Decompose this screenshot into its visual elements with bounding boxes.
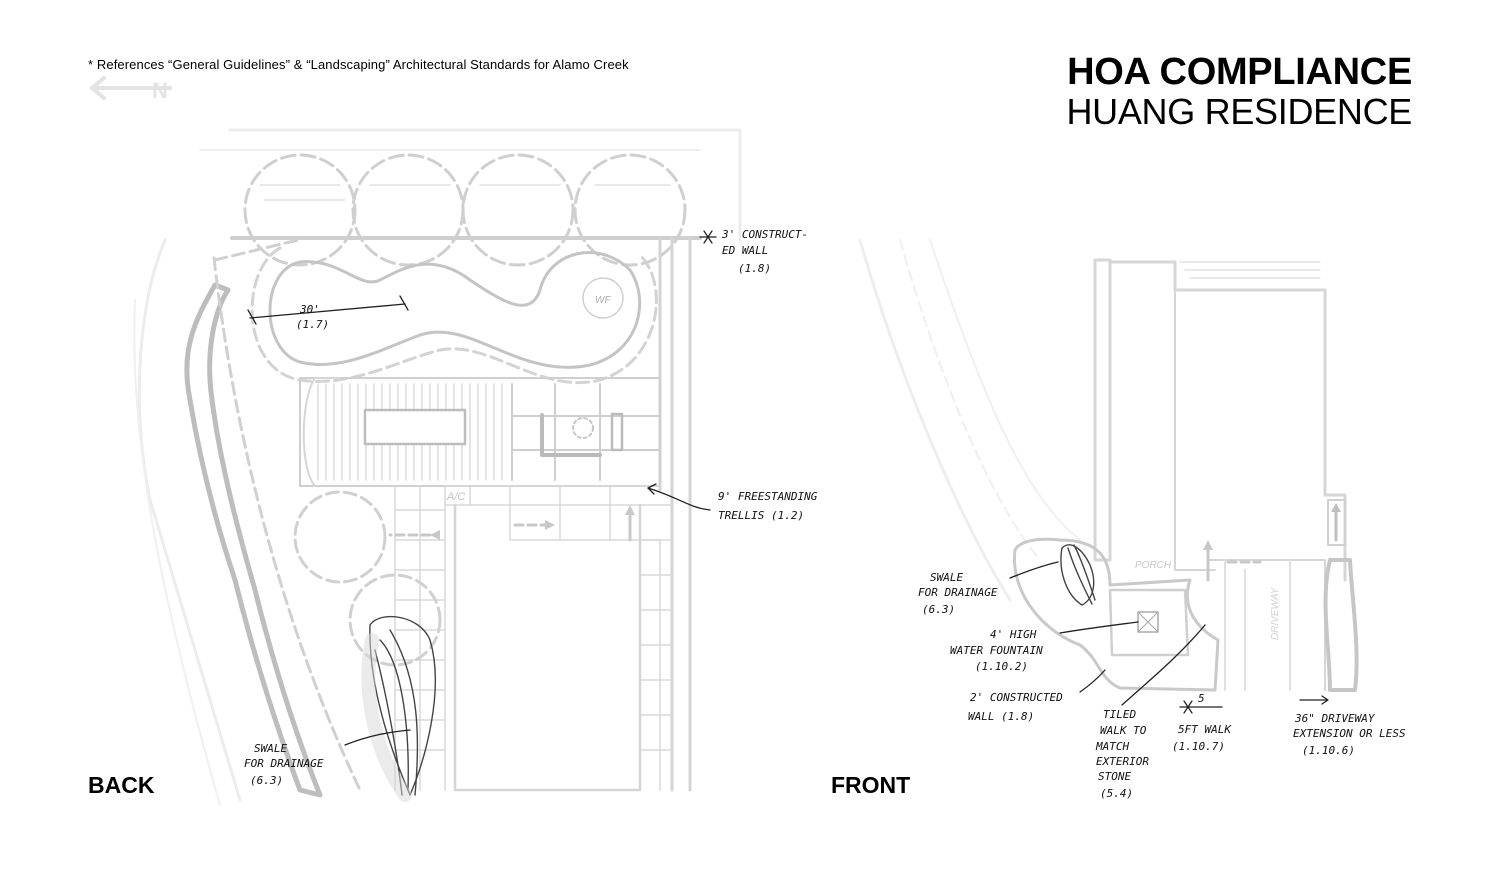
- north-label: N: [152, 78, 168, 103]
- tiled-walk-note-line3: MATCH: [1096, 740, 1130, 753]
- ac-unit-label: A/C: [447, 491, 466, 503]
- hedge-row: [245, 155, 685, 265]
- fountain-note-line3: (1.10.2): [975, 660, 1028, 673]
- reference-note: * References “General Guidelines” & “Landscaping” Architectural Standards for Alamo Creek: [88, 57, 629, 72]
- front-plan: [860, 240, 1406, 800]
- wall-note-line3: (1.8): [738, 262, 772, 275]
- tiled-walk-note-line4: EXTERIOR: [1096, 755, 1149, 768]
- porch-label: PORCH: [1135, 560, 1172, 571]
- front-wall-note-line2: WALL (1.8): [968, 710, 1035, 723]
- driveway-note-line2: EXTENSION OR LESS: [1293, 727, 1406, 740]
- tiled-walk-note-line6: (5.4): [1100, 787, 1134, 800]
- driveway-label: DRIVEWAY: [1270, 587, 1281, 640]
- front-section-label: FRONT: [831, 772, 911, 798]
- driveway-note-line3: (1.10.6): [1302, 744, 1355, 757]
- front-swale-note-line1: SWALE: [930, 571, 964, 584]
- front-swale-note-line3: (6.3): [922, 603, 956, 616]
- front-swale-note-line2: FOR DRAINAGE: [918, 586, 998, 599]
- north-arrow: [92, 78, 170, 103]
- property-line: [139, 130, 740, 800]
- title-sub: HUANG RESIDENCE: [1066, 91, 1412, 132]
- water-fountain-label: WF: [595, 295, 611, 306]
- serpentine-lawn: [270, 253, 640, 368]
- wall-note-line1: 3' CONSTRUCT-: [722, 228, 809, 241]
- title-main: HOA COMPLIANCE: [1067, 51, 1412, 93]
- back-swale-note-line2: FOR DRAINAGE: [244, 757, 324, 770]
- back-house-footprint: [455, 505, 640, 790]
- front-planting-bed: [1014, 539, 1218, 690]
- walk-note-line2: (1.10.7): [1172, 740, 1225, 753]
- back-swale-note-line3: (6.3): [250, 774, 284, 787]
- wall-note-line2: ED WALL: [722, 244, 769, 257]
- walk-width-value: 5: [1198, 692, 1205, 705]
- tiled-walk-note-line1: TILED: [1103, 708, 1137, 721]
- front-house-footprint: [1095, 260, 1345, 690]
- back-swale-note-line1: SWALE: [254, 742, 288, 755]
- dimension-ref: (1.7): [296, 318, 330, 331]
- fountain-note-line2: WATER FOUNTAIN: [950, 644, 1043, 657]
- back-swale: [370, 617, 435, 795]
- tiled-walk-note-line2: WALK TO: [1100, 724, 1147, 737]
- dimension-value: 30': [300, 303, 320, 316]
- driveway-note-line1: 36" DRIVEWAY: [1295, 712, 1375, 725]
- patio-deck: [300, 378, 660, 486]
- back-plan: [92, 78, 818, 805]
- front-swale: [1061, 545, 1095, 605]
- front-wall-note-line1: 2' CONSTRUCTED: [970, 691, 1063, 704]
- back-section-label: BACK: [88, 772, 155, 798]
- fountain-note-line1: 4' HIGH: [990, 628, 1037, 641]
- walk-note-line1: 5FT WALK: [1178, 723, 1231, 736]
- trellis-note-line1: 9' FREESTANDING: [718, 490, 818, 503]
- driveway-hedge: [1326, 560, 1357, 690]
- trellis-note-line2: TRELLIS (1.2): [718, 509, 805, 522]
- tiled-walk-note-line5: STONE: [1098, 770, 1132, 783]
